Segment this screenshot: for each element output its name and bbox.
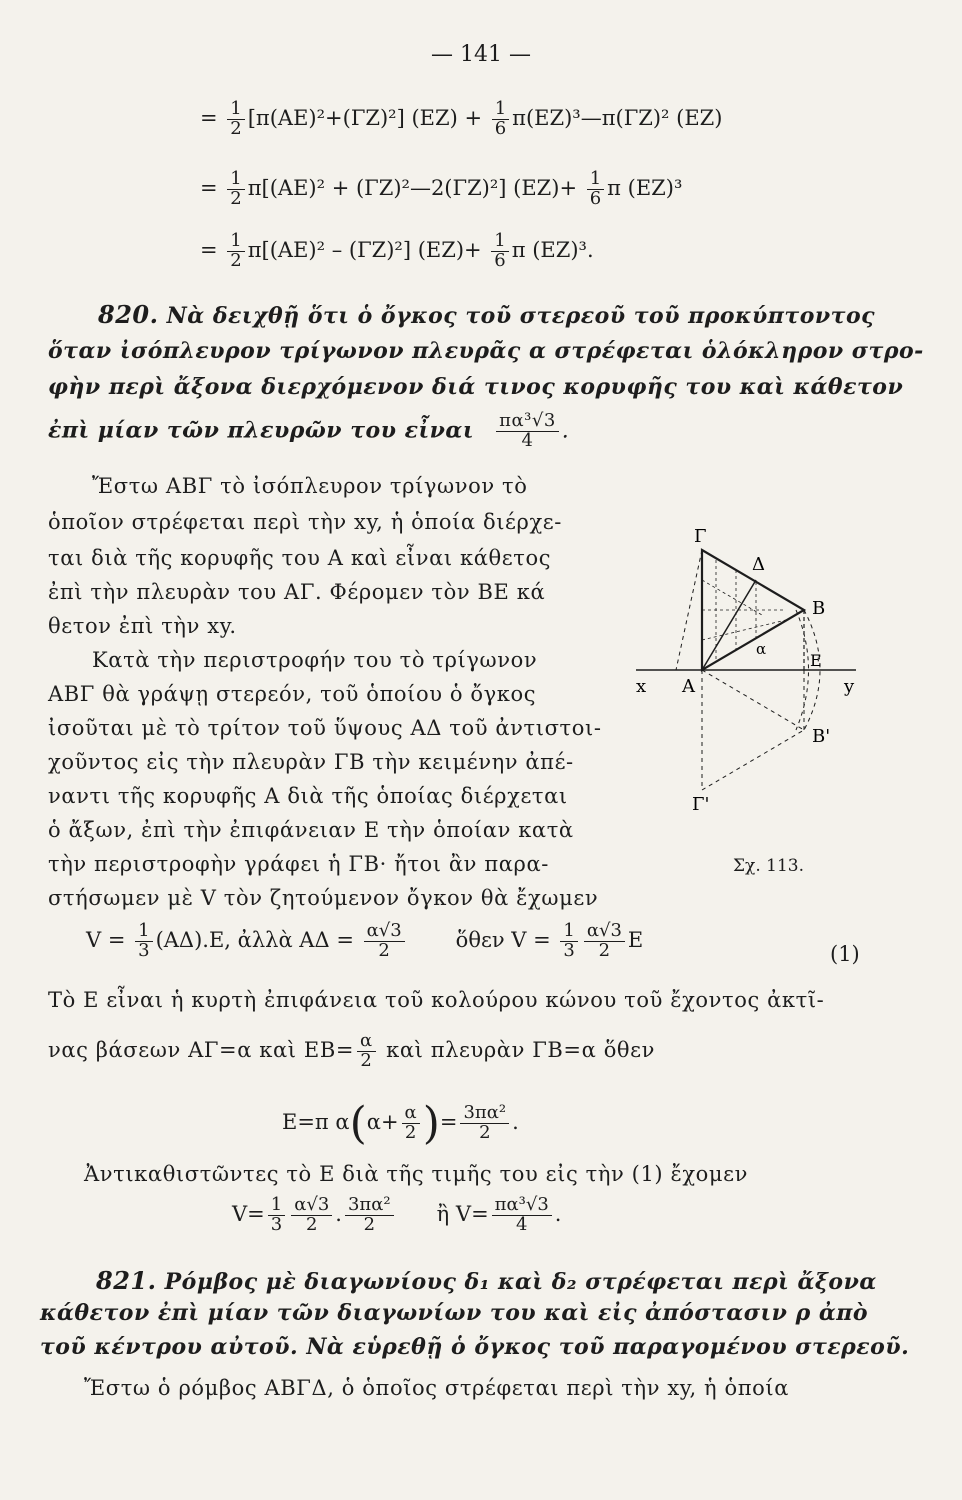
derivation-line-2: = $\frac{1}{2}$ π[(ΑΕ)² + (ΓΖ)²—2(ΓΖ)²] (ΕΖ)+ $\frac{1}{6}$ π (ΕΖ)³ [200,168,683,209]
figure-caption: Σχ. 113. [733,856,804,876]
label-beta: Β [812,598,826,619]
solution-line: Ἀντικαθιστῶντες τὸ Ε διὰ τῆς τιμῆς του εἰς τὴν (1) ἔχομεν [84,1162,749,1186]
problem-820-line-4: ἐπὶ μίαν τῶν πλευρῶν του εἶναι $\frac{\text{πα³√3}}{4}$ . [48,410,570,451]
equation-e: Ε=π α(α+ $\frac{\alpha}{2}$ )= $\frac{\text{3πα²}}{2}$ . [282,1098,519,1149]
problem-821-line-3: τοῦ κέντρου αὐτοῦ. Νὰ εὑρεθῇ ὁ ὄγκος τοῦ παραγομένου στερεοῦ. [40,1334,910,1360]
fraction-ad: $\frac{\alpha√3}{2}$ [364,922,405,961]
solution-line: ται διὰ τῆς κορυφῆς του Α καὶ εἶναι κάθετος [48,546,552,570]
fraction-half: $\frac{1}{2}$ [227,170,244,209]
label-a: Α [682,676,695,697]
result-fraction: $\frac{\text{πα³√3}}{4}$ [492,1196,552,1235]
fraction-alpha-half: $\frac{\alpha}{2}$ [402,1104,420,1143]
fraction-half: $\frac{1}{2}$ [227,232,244,271]
label-delta: Δ [752,554,765,575]
label-gamma: Γ [694,526,707,547]
fraction-eb: $\frac{\alpha}{2}$ [357,1032,376,1071]
solution-line: ἐπὶ τὴν πλευρὰν του ΑΓ. Φέρομεν τὸν ΒΕ κά [48,580,546,604]
fraction-sixth: $\frac{1}{6}$ [491,232,508,271]
figure-113-diagram [636,520,876,820]
solution-line: Κατὰ τὴν περιστροφήν του τὸ τρίγωνον [92,648,538,672]
label-epsilon: Ε [810,651,822,670]
label-gamma-prime: Γ' [692,794,710,815]
derivation-line-1: = $\frac{1}{2}$ [π(ΑΕ)²+(ΓΖ)²] (ΕΖ) + $\frac{1}{6}$ π(ΕΖ)³—π(ΓΖ)² (ΕΖ) [200,98,723,139]
problem-821-line-2: κάθετον ἐπὶ μίαν τῶν διαγωνίων του καὶ εἰς ἀπόστασιν ρ ἀπὸ [40,1300,869,1326]
problem-820-line-3: φὴν περὶ ἄξονα διερχόμενον διά τινος κορυφῆς του καὶ κάθετον [48,374,904,400]
fraction-sixth: $\frac{1}{6}$ [587,170,604,209]
solution-line: στήσωμεν μὲ V τὸν ζητούμενον ὄγκον θὰ ἔχωμεν [48,886,599,910]
equation-1: V = $\frac{1}{3}$ (ΑΔ).Ε, ἀλλὰ ΑΔ = $\frac{\alpha√3}{2}$ ὅθεν V = $\frac{1}{3}$ $\frac{\alpha√3}{2}$ Ε [86,920,644,961]
rotation-trace [702,730,804,790]
solution-line: ΑΒΓ θὰ γράψῃ στερεόν, τοῦ ὁποίου ὁ ὄγκος [48,682,537,706]
fraction-ad: $\frac{\alpha√3}{2}$ [584,922,625,961]
fraction-sixth: $\frac{1}{6}$ [492,100,509,139]
equation-label: (1) [830,942,860,966]
label-alpha: α [756,640,767,658]
fraction-ad: $\frac{\alpha√3}{2}$ [291,1196,332,1235]
page-number: — 141 — [431,42,531,67]
solution-line: ὁποῖον στρέφεται περὶ τὴν xy, ἡ ὁποία διέρχε- [48,510,562,534]
label-beta-prime: Β' [812,726,831,747]
rotation-trace [702,670,804,730]
solution-line: ὁ ἄξων, ἐπὶ τὴν ἐπιφάνειαν Ε τὴν ὁποίαν κατὰ [48,818,574,842]
problem-821-line-1: 821. Ρόμβος μὲ διαγωνίους δ₁ καὶ δ₂ στρέφεται περὶ ἄξονα [96,1266,877,1295]
solution-line: νας βάσεων ΑΓ=α καὶ ΕΒ= $\frac{\alpha}{2}$ καὶ πλευρὰν ΓΒ=α ὅθεν [48,1030,656,1071]
label-y: y [844,676,855,697]
altitude-ad [702,580,756,670]
solution-line: θετον ἐπὶ τὴν xy. [48,614,237,638]
fraction-half: $\frac{1}{2}$ [227,100,244,139]
problem-820-line-1: 820. Νὰ δειχθῇ ὅτι ὁ ὄγκος τοῦ στερεοῦ τοῦ προκύπτοντος [98,300,876,329]
solution-line: Τὸ Ε εἶναι ἡ κυρτὴ ἐπιφάνεια τοῦ κολούρου κώνου τοῦ ἔχοντος ἀκτῖ- [48,988,825,1012]
solution-line: χοῦντος εἰς τὴν πλευρὰν ΓΒ τὴν κειμένην ἀπέ- [48,750,574,774]
fraction-third: $\frac{1}{3}$ [135,922,152,961]
solution-line: Ἔστω ΑΒΓ τὸ ἰσόπλευρον τρίγωνον τὸ [92,474,528,498]
solution-line: Ἔστω ὁ ρόμβος ΑΒΓΔ, ὁ ὁποῖος στρέφεται περὶ τὴν xy, ἡ ὁποία [84,1376,789,1400]
fraction-third: $\frac{1}{3}$ [560,922,577,961]
solution-line: ἰσοῦται μὲ τὸ τρίτον τοῦ ὕψους ΑΔ τοῦ ἀντιστοι- [48,716,602,740]
problem-820-line-2: ὅταν ἰσόπλευρον τρίγωνον πλευρᾶς α στρέφεται ὁλόκληρον στρο- [48,338,924,364]
problem-number: 821. [96,1266,157,1295]
fraction-e-value: $\frac{\text{3πα²}}{2}$ [460,1104,509,1143]
rotation-trace [676,550,702,670]
problem-number: 820. [98,300,159,329]
fraction-third: $\frac{1}{3}$ [268,1196,285,1235]
solution-line: τὴν περιστροφὴν γράφει ἡ ΓΒ· ἤτοι ἂν παρα- [48,852,549,876]
equation-final: V= $\frac{1}{3}$ $\frac{\alpha√3}{2}$ . $\frac{\text{3πα²}}{2}$ ἢ V= $\frac{\text{πα³√3}}{4}$ . [232,1194,562,1235]
solution-line: ναντι τῆς κορυφῆς Α διὰ τῆς ὁποίας διέρχεται [48,784,568,808]
fraction-e-value: $\frac{\text{3πα²}}{2}$ [345,1196,394,1235]
derivation-line-3: = $\frac{1}{2}$ π[(ΑΕ)² – (ΓΖ)²] (ΕΖ)+ $\frac{1}{6}$ π (ΕΖ)³. [200,230,594,271]
result-fraction: $\frac{\text{πα³√3}}{4}$ [496,412,559,451]
label-x: x [636,676,647,697]
